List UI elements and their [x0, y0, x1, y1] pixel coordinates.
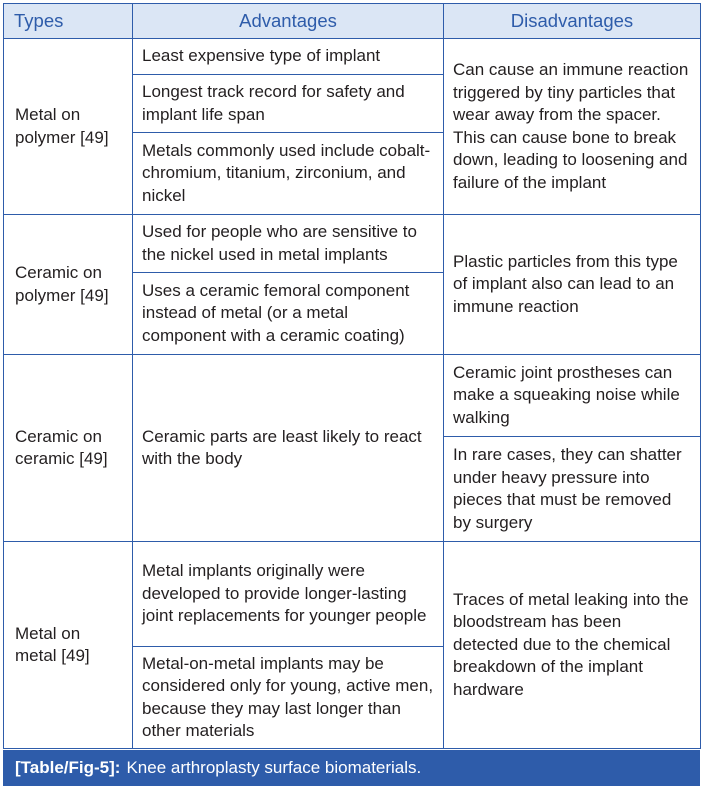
advantage-cell: Metal-on-metal implants may be considered only for young, active men, because they may last longer than other materials [133, 647, 444, 749]
type-cell: Ceramic on polymer [49] [4, 215, 133, 355]
header-advantages: Advantages [133, 4, 444, 39]
disadvantage-cell: Ceramic joint prostheses can make a squeaking noise while walking [444, 355, 701, 437]
type-cell: Ceramic on ceramic [49] [4, 355, 133, 542]
caption-text: Knee arthroplasty surface biomaterials. [126, 758, 422, 777]
table-row [4, 355, 701, 437]
advantage-cell: Metal implants originally were developed to provide longer-lasting joint replacements for younger people [133, 542, 444, 647]
type-cell: Metal on polymer [49] [4, 39, 133, 215]
figure-caption [3, 750, 700, 786]
disadvantage-cell: Plastic particles from this type of implant also can lead to an immune reaction [444, 215, 701, 355]
disadvantage-cell: Can cause an immune reaction triggered by tiny particles that wear away from the spacer. This can cause bone to break down, leading to loosening and failure of the implant [444, 39, 701, 215]
table-figure [3, 3, 700, 785]
advantage-cell: Used for people who are sensitive to the nickel used in metal implants [133, 215, 444, 273]
advantage-cell: Metals commonly used include cobalt-chromium, titanium, zirconium, and nickel [133, 133, 444, 215]
table-row [4, 542, 701, 647]
type-cell: Metal on metal [49] [4, 542, 133, 749]
caption-label: [Table/Fig-5]: [15, 758, 121, 777]
disadvantage-cell: Traces of metal leaking into the bloodstream has been detected due to the chemical breakdown of the implant hardware [444, 542, 701, 749]
advantage-cell: Least expensive type of implant [133, 39, 444, 75]
table-row [4, 39, 701, 75]
advantage-cell: Ceramic parts are least likely to react with the body [133, 355, 444, 542]
table-header-row [4, 4, 701, 39]
disadvantage-cell: In rare cases, they can shatter under heavy pressure into pieces that must be removed by surgery [444, 437, 701, 542]
header-types: Types [4, 4, 133, 39]
advantage-cell: Uses a ceramic femoral component instead of metal (or a metal component with a ceramic coating) [133, 273, 444, 355]
advantage-cell: Longest track record for safety and implant life span [133, 75, 444, 133]
header-disadvantages: Disadvantages [444, 4, 701, 39]
table-row [4, 215, 701, 273]
biomaterials-table [3, 3, 701, 749]
